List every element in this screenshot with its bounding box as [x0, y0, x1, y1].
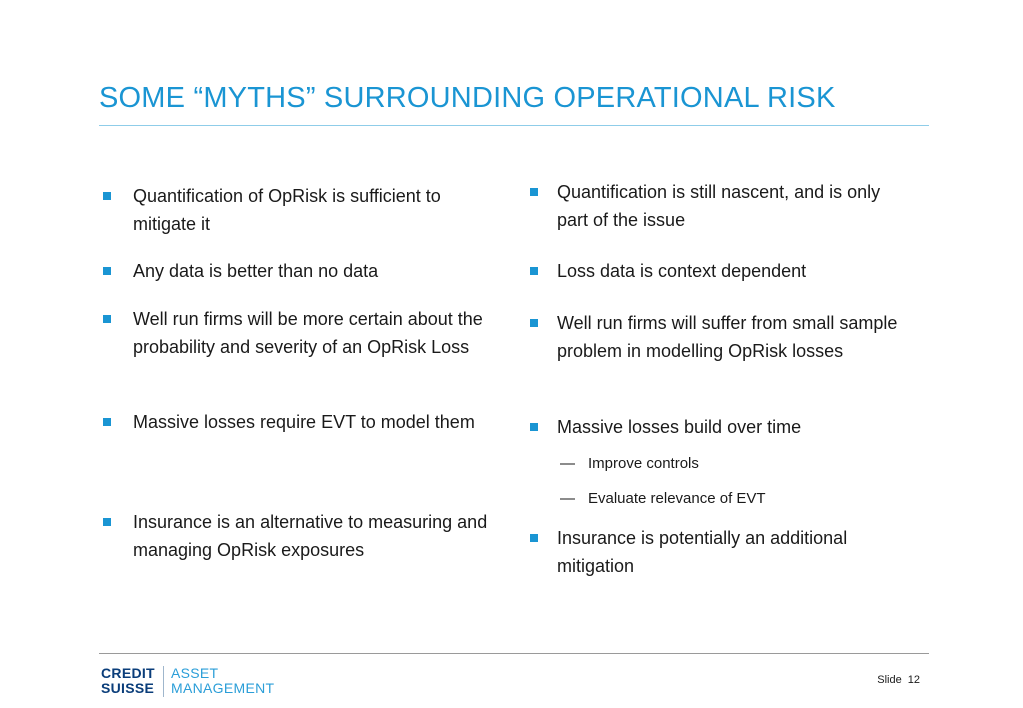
square-bullet-icon	[103, 418, 111, 426]
square-bullet-icon	[530, 188, 538, 196]
footer-divider	[99, 653, 929, 654]
credit-suisse-logo	[101, 666, 291, 698]
title-divider	[99, 125, 929, 126]
list-item: Any data is better than no data	[103, 257, 503, 285]
list-item: Quantification of OpRisk is sufficient to mitigate it	[103, 182, 503, 238]
list-item: Quantification is still nascent, and is only part of the issue	[530, 178, 910, 234]
sub-list-item: — Evaluate relevance of EVT	[560, 490, 766, 507]
logo-division: ASSET MANAGEMENT	[171, 665, 275, 696]
square-bullet-icon	[103, 518, 111, 526]
list-item: Insurance is potentially an additional mitigation	[530, 524, 910, 580]
list-item: Well run firms will be more certain about the probability and severity of an OpRisk Loss	[103, 305, 503, 361]
dash-icon: —	[560, 455, 575, 472]
sub-list-item: — Improve controls	[560, 455, 699, 472]
square-bullet-icon	[530, 534, 538, 542]
list-item: Well run firms will suffer from small sample problem in modelling OpRisk losses	[530, 309, 910, 365]
list-item: Massive losses require EVT to model them	[103, 408, 503, 436]
square-bullet-icon	[530, 423, 538, 431]
slide-title: SOME “MYTHS” SURROUNDING OPERATIONAL RISK	[99, 82, 836, 114]
slide-number: Slide 12	[877, 674, 920, 686]
list-item: Loss data is context dependent	[530, 257, 910, 285]
square-bullet-icon	[530, 319, 538, 327]
square-bullet-icon	[103, 192, 111, 200]
square-bullet-icon	[103, 315, 111, 323]
list-item: Massive losses build over time	[530, 413, 910, 441]
square-bullet-icon	[530, 267, 538, 275]
logo-separator	[163, 666, 164, 697]
dash-icon: —	[560, 490, 575, 507]
logo-wordmark: CREDIT SUISSE	[101, 665, 155, 696]
list-item: Insurance is an alternative to measuring and managing OpRisk exposures	[103, 508, 503, 564]
square-bullet-icon	[103, 267, 111, 275]
